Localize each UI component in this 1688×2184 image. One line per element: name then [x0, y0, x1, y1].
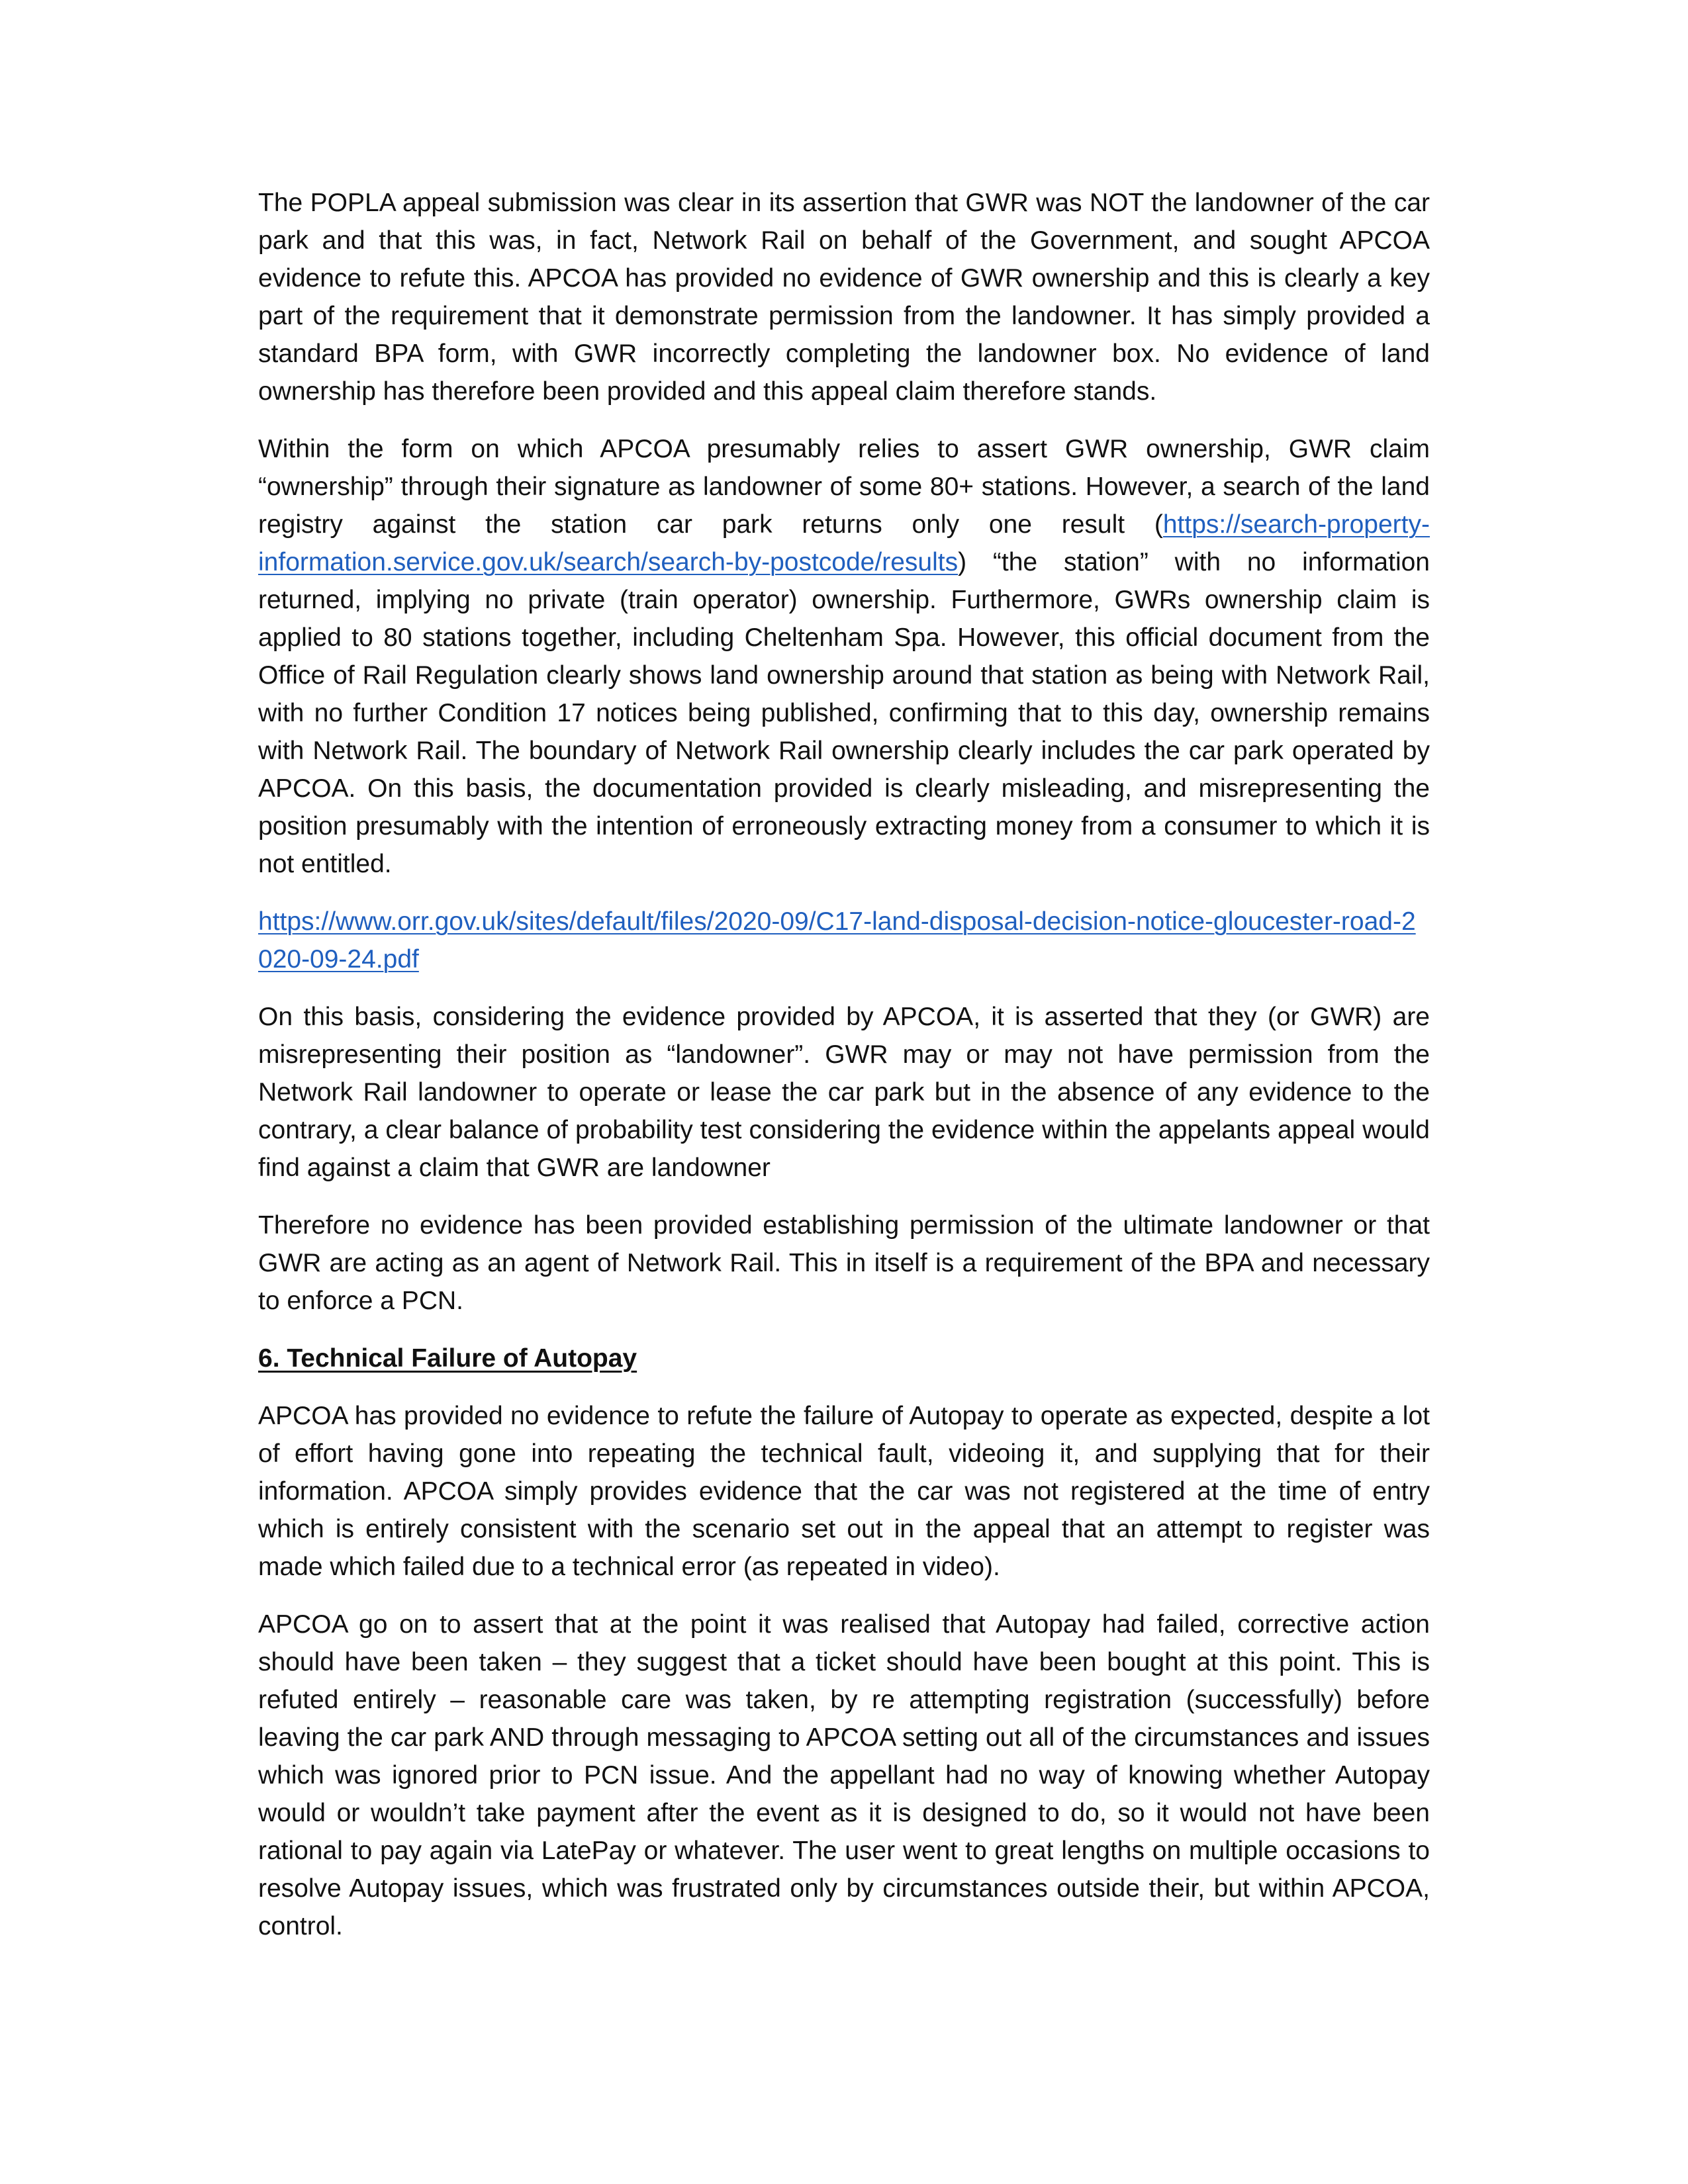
land-registry-search-link[interactable]: https://search-property-information.service.gov.uk/search/search-by-postcode/results: [258, 510, 1430, 576]
section-heading-technical-failure: 6. Technical Failure of Autopay: [258, 1344, 637, 1373]
orr-decision-notice-link[interactable]: https://www.orr.gov.uk/sites/default/files/2020-09/C17-land-disposal-decision-notice-gloucester-road-2020-09-24.pdf: [258, 907, 1416, 974]
paragraph-no-evidence: Therefore no evidence has been provided establishing permission of the ultimate landowner or that GWR are acting as an agent of Network Rail. This in itself is a requirement of the BPA and necessary to enforce a PCN.: [258, 1211, 1430, 1315]
paragraph-land-registry: [258, 430, 1430, 883]
paragraph-corrective-action: APCOA go on to assert that at the point it was realised that Autopay had failed, corrective action should have been taken – they suggest that a ticket should have been bought at this point. This is refuted entirely – reasonable care was taken, by re attempting registration (successfully) before leaving the car park AND through messaging to APCOA setting out all of the circumstances and issues which was ignored prior to PCN issue. And the appellant had no way of knowing whether Autopay would or wouldn’t take payment after the event as it is designed to do, so it would not have been rational to pay again via LatePay or whatever. The user went to great lengths on multiple occasions to resolve Autopay issues, which was frustrated only by circumstances outside their, but within APCOA, control.: [258, 1610, 1430, 1940]
document-page: [258, 184, 1430, 1965]
paragraph-land-registry-intro: Within the form on which APCOA presumably relies to assert GWR ownership, GWR claim “ownership” through their signature as landowner of some 80+ stations. However, a search of the land registry against the station car park returns only one result (: [258, 435, 1430, 539]
paragraph-landowner-assertion: The POPLA appeal submission was clear in its assertion that GWR was NOT the landowner of the car park and that this was, in fact, Network Rail on behalf of the Government, and sought APCOA evidence to refute this. APCOA has provided no evidence of GWR ownership and this is clearly a key part of the requirement that it demonstrate permission from the landowner. It has simply provided a standard BPA form, with GWR incorrectly completing the landowner box. No evidence of land ownership has therefore been provided and this appeal claim therefore stands.: [258, 189, 1430, 406]
paragraph-land-registry-body: ) “the station” with no information returned, implying no private (train operator) ownership. Furthermore, GWRs ownership claim is applied to 80 stations together, including Cheltenham Spa. However, this official document from the Office of Rail Regulation clearly shows land ownership around that station as being with Network Rail, with no further Condition 17 notices being published, confirming that to this day, ownership remains with Network Rail. The boundary of Network Rail ownership clearly includes the car park operated by APCOA. On this basis, the documentation provided is clearly misleading, and misrepresenting the position presumably with the intention of erroneously extracting money from a consumer to which it is not entitled.: [258, 548, 1430, 878]
paragraph-autopay-failure: APCOA has provided no evidence to refute the failure of Autopay to operate as expected, despite a lot of effort having gone into repeating the technical fault, videoing it, and supplying that for their information. APCOA simply provides evidence that the car was not registered at the time of entry which is entirely consistent with the scenario set out in the appeal that an attempt to register was made which failed due to a technical error (as repeated in video).: [258, 1402, 1430, 1581]
paragraph-orr-document: [258, 903, 1430, 978]
paragraph-misrepresentation: On this basis, considering the evidence provided by APCOA, it is asserted that they (or GWR) are misrepresenting their position as “landowner”. GWR may or may not have permission from the Network Rail landowner to operate or lease the car park but in the absence of any evidence to the contrary, a clear balance of probability test considering the evidence within the appelants appeal would find against a claim that GWR are landowner: [258, 1003, 1430, 1182]
